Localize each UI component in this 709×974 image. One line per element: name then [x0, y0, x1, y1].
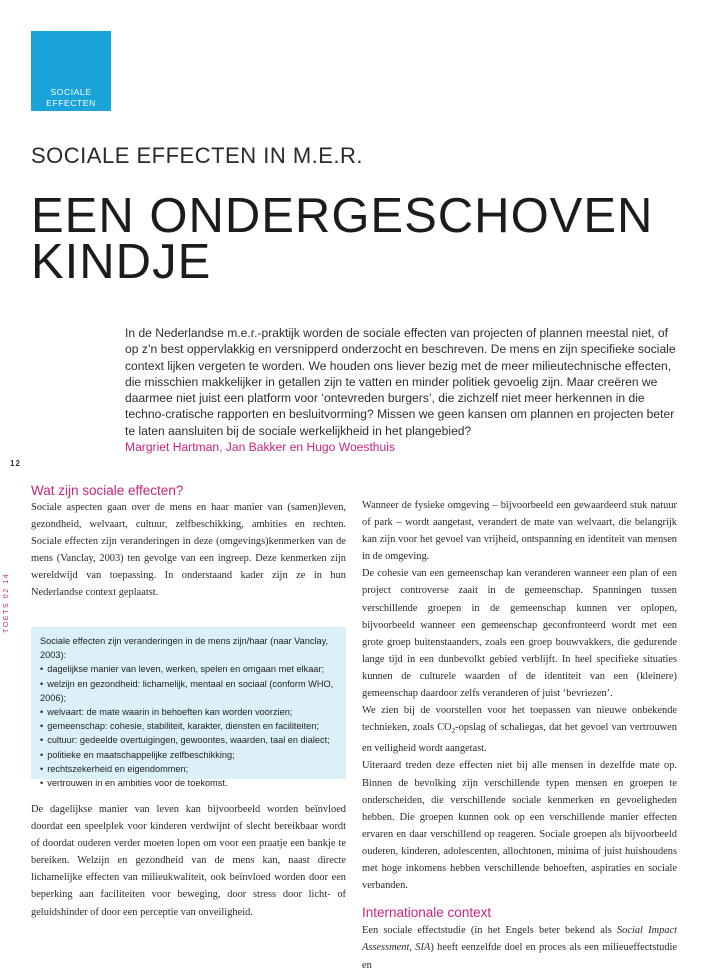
right-paragraph-2: De cohesie van een gemeenschap kan veranderen wanneer een plan of een project controverse zaait in de gemeenschap. Spanningen tussen verschillende groepen in de gemeenschap kunnen ver oplopen, bijvoorbeeld wanneer een gemeenschap geconfronteerd wordt met een grote groep buitenstaanders, zoals een groep bouwvakkers, die gedurende lange tijd in een dunbevolkt gebied verblijft. In heel specifieke situaties kunnen de culturele waarden of de identiteit van een (kleinere) gemeenschap daardoor zelfs veranderen of juist ‘bevriezen’.: [362, 568, 677, 700]
section-heading-what: Wat zijn sociale effecten?: [31, 483, 184, 498]
right-paragraph-1: Wanneer de fysieke omgeving – bijvoorbeeld een gewaardeerd stuk natuur of park – wordt aangetast, verandert de mate van welvaart, die belangrijk kan zijn voor het gevoel van vrijheid, ontspanning en identiteit van mensen in de omgeving.: [362, 500, 677, 563]
box-list-item: • welzijn en gezondheid: lichamelijk, mentaal en sociaal (conform WHO, 2006);: [40, 677, 338, 705]
left-paragraph-2: De dagelijkse manier van leven kan bijvoorbeeld worden beïnvloed doordat een speelplek voor kinderen verdwijnt of slecht bereikbaar wordt of doordat ouderen verder moeten lopen om voor een praatje een bankje te bereiken. Welzijn en gezondheid van de mens kan, naast directe lichamelijke effecten van milieukwaliteit, ook beïnvloed worden door een beperking aan faciliteiten voor beweging, door stress door licht- of geluidshinder of door een perceptie van onveiligheid.: [31, 804, 346, 918]
issue-label: TOETS 02 14: [3, 572, 10, 633]
page-number: 12: [10, 459, 21, 468]
box-list-item: • politieke en maatschappelijke zelfbeschikking;: [40, 748, 338, 762]
sia-term: Social Impact Assessment, SIA: [362, 925, 677, 954]
left-paragraph-1: Sociale aspecten gaan over de mens en haar manier van (samen)leven, gezondheid, welvaart, cultuur, zelfbeschikking, ambities en rechten. Sociale effecten zijn veranderingen in deze (omgevings)kenmerken van de mens (Vanclay, 2003) ten gevolge van een ingreep. Deze kenmerken zijn wereldwijd van toepassing. In onderstaand kader zijn ze in hun Nederlandse context geplaatst.: [31, 502, 346, 599]
title-line1: EEN ONDERGESCHOVEN: [31, 189, 654, 243]
definition-box: [31, 627, 346, 789]
lead-paragraph: [125, 325, 677, 455]
co2-subscript: 2: [451, 727, 456, 736]
section-tag-line1: SOCIALE: [50, 87, 92, 97]
box-list-item: • welvaart: de mate waarin in behoeften kan worden voorzien;: [40, 705, 338, 719]
section-tag: [31, 31, 111, 111]
section-heading-international: Internationale context: [362, 905, 492, 921]
right-paragraph-5: [362, 922, 677, 973]
p5-pre: Een sociale effectstudie (in het Engels beter bekend als: [362, 925, 617, 937]
left-column-bottom: [31, 801, 346, 921]
article-kicker: SOCIALE EFFECTEN IN M.E.R.: [31, 143, 364, 168]
box-list-item: • rechtszekerheid en eigendommen;: [40, 762, 338, 776]
left-column-top: [31, 499, 346, 602]
box-list-item: • dagelijkse manier van leven, werken, spelen en omgaan met elkaar;: [40, 662, 338, 676]
box-list-item: • vertrouwen in en ambities voor de toekomst.: [40, 776, 338, 790]
title-line2: KINDJE: [31, 235, 212, 289]
right-paragraph-4: Uiteraard treden deze effecten niet bij alle mensen in dezelfde mate op. Binnen de bevolking zijn verschillende typen mensen en groepen te onderscheiden, die verschillende sociale kenmerken en gevoeligheden hebben. Die groepen kunnen ook op een verschillende manier effecten ervaren en daar verschillend op reageren. Sociale groepen als bijvoorbeeld ouderen, kinderen, adolescenten, allochtonen, minima of juist huishoudens met hoge inkomens hebben verschillende behoeften, aspiraties en sociale verbanden.: [362, 760, 677, 892]
p3-post: -opslag of schaliegas, dat het gevoel van vertrouwen en veiligheid wordt aangetast.: [362, 722, 677, 755]
box-list-item: • cultuur: gedeelde overtuigingen, gewoontes, waarden, taal en dialect;: [40, 733, 338, 747]
lead-text: In de Nederlandse m.e.r.-praktijk worden de sociale effecten van projecten of plannen meestal niet, of op z’n best oppervlakkig en versnipperd onderzocht en beschreven. De mens en zijn specifieke sociale context lijken vergeten te worden. We houden ons liever bezig met de meer milieutechnische effecten, die misschien makkelijker in getallen zijn te vatten en minder politiek gevoelig zijn. Maar creëren we daarmee niet juist een platform voor ‘ontevreden burgers’, die zichzelf niet meer herkennen in die techno-cratische rapporten en besluitvorming? Missen we geen kansen om plannen en projecten beter te laten aansluiten bij de sociale werkelijkheid in het plangebied?: [125, 326, 676, 438]
p3-pre: We zien bij de voorstellen voor het toepassen van nieuwe onbekende technieken, zoals CO: [362, 705, 677, 734]
p5-post: ) heeft eenzelfde doel en proces als een milieueffectstudie en: [362, 942, 678, 971]
section-tag-line2: EFFECTEN: [46, 98, 96, 108]
box-list-item: • gemeenschap: cohesie, stabiliteit, karakter, diensten en faciliteiten;: [40, 719, 338, 733]
right-paragraph-3: [362, 702, 677, 757]
box-intro: Sociale effecten zijn veranderingen in de mens zijn/haar (naar Vanclay, 2003):: [40, 636, 329, 661]
article-title: [31, 189, 654, 289]
authors: Margriet Hartman, Jan Bakker en Hugo Woesthuis: [125, 440, 395, 455]
right-column: [362, 497, 677, 974]
